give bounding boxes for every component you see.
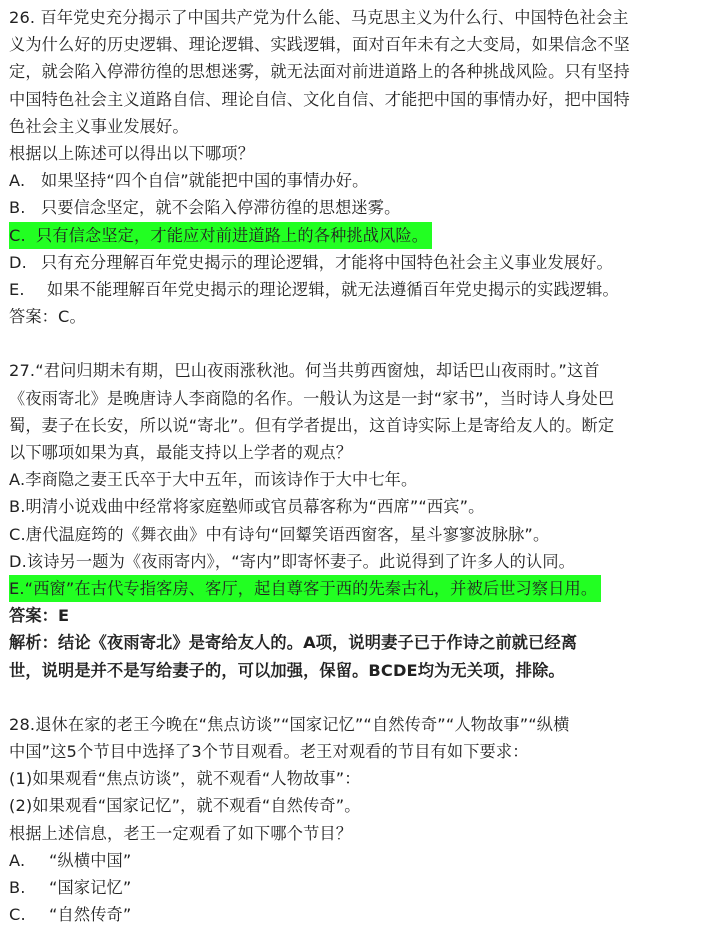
question-26 [9, 4, 701, 330]
question-stem-line: 中国”这5个节目中选择了3个节目观看。老王对观看的节目有如下要求： [9, 742, 529, 762]
option-text: 只要信念坚定，就不会陷入停滞彷徨的思想迷雾。 [41, 198, 401, 218]
question-28 [9, 711, 701, 929]
option-c [9, 901, 701, 928]
question-27 [9, 357, 701, 683]
question-stem-line: 以下哪项如果为真，最能支持以上学者的观点？ [9, 443, 353, 462]
option-d [9, 249, 701, 276]
option-e [9, 276, 701, 303]
question-stem-line: 26. 百年党史充分揭示了中国共产党为什么能、马克思主义为什么行、中国特色社会主 [9, 8, 629, 27]
option-text: 如果坚持“四个自信”就能把中国的事情办好。 [41, 171, 369, 191]
option-e-highlighted [9, 575, 701, 602]
option-c-highlighted [9, 222, 701, 249]
spacer [9, 684, 701, 711]
question-stem-line: 中国特色社会主义道路自信、理论自信、文化自信、才能把中国的事情办好，把中国特 [9, 89, 630, 109]
question-stem-line: 27.“君问归期未有期，巴山夜雨涨秋池。何当共剪西窗烛，却话巴山夜雨时。”这首 [9, 361, 600, 381]
option-text: 只有信念坚定，才能应对前进道路上的各种挑战风险。 [36, 225, 429, 245]
option-b: B.明清小说戏曲中经常将家庭塾师或官员幕客称为“西席”“西宾”。 [9, 497, 485, 517]
option-text: “国家记忆” [49, 878, 132, 897]
option-text: “纵横中国” [49, 850, 132, 870]
option-d: D.该诗另一题为《夜雨寄内》，“寄内”即寄怀妻子。此说得到了许多人的认同。 [9, 551, 576, 571]
option-text: 如果不能理解百年党史揭示的理论逻辑，就无法遵循百年党史揭示的实践逻辑。 [47, 279, 619, 299]
answer: 答案：C。 [9, 307, 86, 327]
question-stem-line: 定，就会陷入停滞彷徨的思想迷雾，就无法面对前进道路上的各种挑战风险。只有坚持 [9, 62, 630, 82]
option-letter: C. [9, 905, 26, 925]
option-c: C.唐代温庭筠的《舞衣曲》中有诗句“回颦笑语西窗客，星斗寥寥波脉脉”。 [9, 524, 550, 544]
question-prompt: 根据上述信息，老王一定观看了如下哪个节目？ [9, 823, 353, 843]
condition-line: (1)如果观看“焦点访谈”，就不观看“人物故事”： [9, 769, 361, 789]
option-letter: E. [9, 279, 25, 299]
option-a [9, 167, 701, 194]
option-text: 只有充分理解百年党史揭示的理论逻辑，才能将中国特色社会主义事业发展好。 [41, 252, 613, 272]
condition-line: (2)如果观看“国家记忆”，就不观看“自然传奇”。 [9, 796, 361, 816]
question-stem-line: 义为什么好的历史逻辑、理论逻辑、实践逻辑，面对百年未有之大变局，如果信念不坚 [9, 35, 630, 55]
option-a [9, 847, 701, 874]
option-a: A.李商隐之妻王氏卒于大中五年，而该诗作于大中七年。 [9, 470, 418, 490]
document-page [9, 4, 701, 928]
option-letter: A. [9, 171, 26, 191]
highlight-marker: E.“西窗”在古代专指客房、客厅，起自尊客于西的先秦古礼，并被后世习察日用。 [9, 575, 601, 602]
question-stem-line: 28.退休在家的老王今晚在“焦点访谈”“国家记忆”“自然传奇”“人物故事”“纵横 [9, 714, 570, 734]
option-letter: B. [9, 878, 26, 897]
option-text: “自然传奇” [49, 905, 132, 925]
question-stem-line: 《夜雨寄北》是晚唐诗人李商隐的名作。一般认为这是一封“家书”，当时诗人身处巴 [9, 388, 615, 408]
option-letter: C. [9, 225, 26, 245]
option-letter: B. [9, 198, 26, 218]
question-stem-line: 色社会主义事业发展好。 [9, 116, 189, 136]
option-letter: D. [9, 252, 27, 272]
analysis-line: 世，说明是并不是写给妻子的，可以加强，保留。BCDE均为无关项，排除。 [9, 660, 565, 680]
question-prompt: 根据以上陈述可以得出以下哪项？ [9, 143, 255, 163]
highlight-marker [9, 222, 432, 249]
option-b [9, 874, 701, 901]
answer: 答案：E [9, 606, 70, 626]
option-letter: A. [9, 850, 26, 870]
option-b [9, 194, 701, 221]
question-stem-line: 蜀，妻子在长安，所以说“寄北”。但有学者提出，这首诗实际上是寄给友人的。断定 [9, 415, 615, 435]
spacer [9, 330, 701, 357]
analysis-line: 解析：结论《夜雨寄北》是寄给友人的。A项，说明妻子已于作诗之前就已经离 [9, 633, 578, 653]
